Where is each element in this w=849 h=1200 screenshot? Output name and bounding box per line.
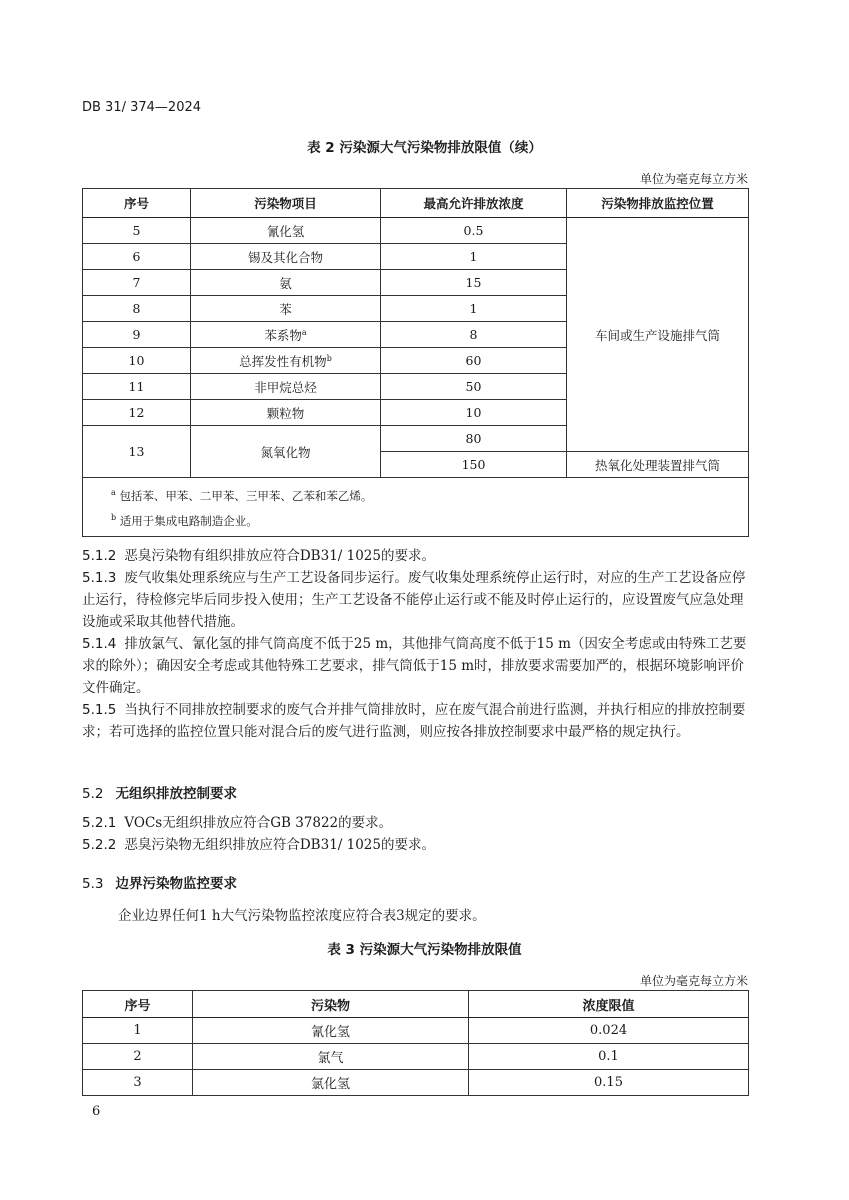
- cell-limit: 0.15: [469, 1070, 749, 1096]
- clause-number: 5.2.1: [82, 815, 117, 831]
- clause-text: 废气收集处理系统应与生产工艺设备同步运行。废气收集处理系统停止运行时，对应的生产工艺设备应停止运行，待检修完毕后同步投入使用；生产工艺设备不能停止运行或不能及时停止运行的，应设置废气应急处理设施或采取其他替代措施。: [82, 570, 746, 630]
- note-text: 包括苯、甲苯、二甲苯、三甲苯、乙苯和苯乙烯。: [119, 488, 373, 503]
- section-title: 无组织排放控制要求: [115, 786, 237, 802]
- cell-item: 氯气: [193, 1044, 469, 1070]
- col-header-item: 污染物: [193, 991, 469, 1018]
- cell-item: 氰化氢: [191, 218, 381, 244]
- cell-no: 1: [83, 1018, 193, 1044]
- cell-location-main: 车间或生产设施排气筒: [567, 218, 749, 452]
- clause-number: 5.1.2: [82, 548, 117, 564]
- cell-limit: 15: [381, 270, 567, 296]
- clause-number: 5.2.2: [82, 837, 117, 853]
- table-2-caption: 表 2 污染源大气污染物排放限值（续）: [307, 140, 542, 156]
- cell-no: 7: [83, 270, 191, 296]
- cell-limit: 1: [381, 296, 567, 322]
- table-3-caption: 表 3 污染源大气污染物排放限值: [327, 942, 522, 958]
- table-2: [82, 188, 749, 537]
- cell-no: 9: [83, 322, 191, 348]
- section-number: 5.3: [82, 876, 104, 892]
- paragraph-5-3: 企业边界任何1 h大气污染物监控浓度应符合表3规定的要求。: [118, 908, 486, 924]
- table-row: [83, 1018, 749, 1044]
- table-header-row: [83, 991, 749, 1018]
- cell-item: 锡及其化合物: [191, 244, 381, 270]
- cell-no: 12: [83, 400, 191, 426]
- section-number: 5.2: [82, 786, 104, 802]
- cell-limit: 0.1: [469, 1044, 749, 1070]
- footnote-mark: b: [111, 512, 117, 522]
- table-2-unit: 单位为毫克每立方米: [639, 172, 748, 186]
- clause-text: 恶臭污染物有组织排放应符合DB31/ 1025的要求。: [124, 548, 435, 564]
- cell-limit: 80: [381, 426, 567, 452]
- note-text: 适用于集成电路制造企业。: [119, 513, 258, 528]
- section-title: 边界污染物监控要求: [115, 876, 237, 892]
- table-notes: [83, 478, 749, 537]
- clause-5-1-3: [82, 567, 752, 633]
- table-3: [82, 990, 749, 1096]
- cell-item: 氮氧化物: [191, 426, 381, 478]
- document-number: DB 31/ 374—2024: [82, 100, 202, 115]
- cell-limit: 150: [381, 452, 567, 478]
- clause-5-2-1: [82, 812, 752, 834]
- cell-limit: 10: [381, 400, 567, 426]
- table-row: [83, 1070, 749, 1096]
- note-a: [111, 482, 748, 507]
- cell-limit: 0.024: [469, 1018, 749, 1044]
- cell-item: 非甲烷总烃: [191, 374, 381, 400]
- cell-limit: 50: [381, 374, 567, 400]
- col-header-no: 序号: [83, 991, 193, 1018]
- cell-no: 8: [83, 296, 191, 322]
- table-3-unit: 单位为毫克每立方米: [639, 974, 748, 988]
- section-heading-5-3: [82, 872, 237, 892]
- item-text: 总挥发性有机物: [239, 353, 327, 369]
- clause-text: VOCs无组织排放应符合GB 37822的要求。: [124, 815, 393, 831]
- item-text: 苯系物: [264, 327, 302, 343]
- clause-text: 当执行不同排放控制要求的废气合并排气筒排放时，应在废气混合前进行监测，并执行相应的排放控制要求；若可选择的监控位置只能对混合后的废气进行监测，则应按各排放控制要求中最严格的规定执行。: [82, 702, 746, 740]
- footnote-mark: a: [301, 327, 307, 337]
- cell-no: 11: [83, 374, 191, 400]
- cell-item: [191, 322, 381, 348]
- cell-limit: 0.5: [381, 218, 567, 244]
- cell-item: 颗粒物: [191, 400, 381, 426]
- clause-5-1-4: [82, 633, 752, 699]
- col-header-limit: 浓度限值: [469, 991, 749, 1018]
- cell-item: 苯: [191, 296, 381, 322]
- note-b: [111, 507, 748, 532]
- page-number: 6: [92, 1104, 101, 1119]
- cell-item: 氰化氢: [193, 1018, 469, 1044]
- cell-no: 5: [83, 218, 191, 244]
- cell-no: 2: [83, 1044, 193, 1070]
- cell-no: 13: [83, 426, 191, 478]
- table-notes-row: [83, 478, 749, 537]
- col-header-location: 污染物排放监控位置: [567, 189, 749, 218]
- cell-limit: 8: [381, 322, 567, 348]
- clause-number: 5.1.4: [82, 636, 117, 652]
- cell-no: 3: [83, 1070, 193, 1096]
- col-header-item: 污染物项目: [191, 189, 381, 218]
- footnote-mark: b: [326, 353, 332, 363]
- cell-limit: 1: [381, 244, 567, 270]
- cell-limit: 60: [381, 348, 567, 374]
- clause-text: 排放氯气、氰化氢的排气筒高度不低于25 m，其他排气筒高度不低于15 m（因安全考虑或由特殊工艺要求的除外）；确因安全考虑或其他特殊工艺要求，排气筒低于15 m时，排放要求需要加严的，根据环境影响评价文件确定。: [82, 636, 747, 696]
- clause-5-2-2: [82, 834, 752, 856]
- clause-5-1-2: [82, 545, 752, 567]
- clause-number: 5.1.5: [82, 702, 117, 718]
- clause-text: 恶臭污染物无组织排放应符合DB31/ 1025的要求。: [124, 837, 435, 853]
- table-header-row: [83, 189, 749, 218]
- cell-item: 氯化氢: [193, 1070, 469, 1096]
- cell-item: [191, 348, 381, 374]
- footnote-mark: a: [111, 488, 116, 497]
- section-heading-5-2: [82, 782, 237, 802]
- cell-item: 氨: [191, 270, 381, 296]
- cell-no: 6: [83, 244, 191, 270]
- clause-5-1-5: [82, 699, 752, 743]
- col-header-no: 序号: [83, 189, 191, 218]
- col-header-limit: 最高允许排放浓度: [381, 189, 567, 218]
- cell-location-nox: 热氧化处理装置排气筒: [567, 452, 749, 478]
- table-row: [83, 218, 749, 244]
- table-row: [83, 1044, 749, 1070]
- clause-number: 5.1.3: [82, 570, 117, 586]
- cell-no: 10: [83, 348, 191, 374]
